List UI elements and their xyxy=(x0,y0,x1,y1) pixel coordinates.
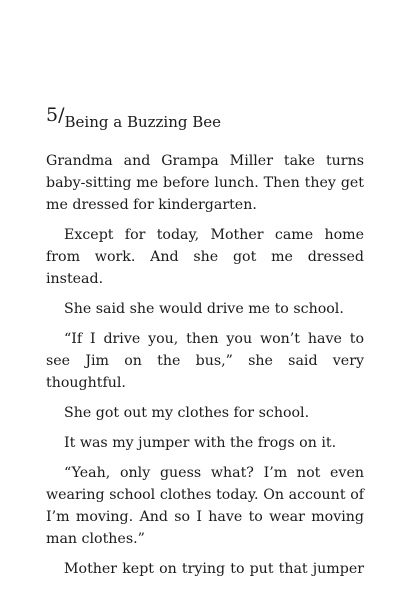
paragraph: “Yeah, only guess what? I’m not even wearing school clothes today. On account of I’m moving. And so I have to wear moving man clothes.” xyxy=(46,465,364,547)
chapter-number: 5/ xyxy=(46,104,65,126)
paragraph: Mother kept on trying to put that jumper xyxy=(64,561,364,577)
chapter-heading xyxy=(46,104,222,131)
paragraph: Grandma and Grampa Miller take turns baby-sitting me before lunch. Then they get me dressed for kindergarten. xyxy=(46,153,364,213)
chapter-title: Being a Buzzing Bee xyxy=(64,113,222,131)
chapter-body xyxy=(46,150,364,588)
paragraph: She got out my clothes for school. xyxy=(64,405,310,421)
paragraph: She said she would drive me to school. xyxy=(64,301,344,317)
paragraph: “If I drive you, then you won’t have to see Jim on the bus,” she said very thoughtful. xyxy=(46,331,364,391)
paragraph: Except for today, Mother came home from work. And she got me dressed instead. xyxy=(46,227,364,287)
paragraph: It was my jumper with the frogs on it. xyxy=(64,435,337,451)
